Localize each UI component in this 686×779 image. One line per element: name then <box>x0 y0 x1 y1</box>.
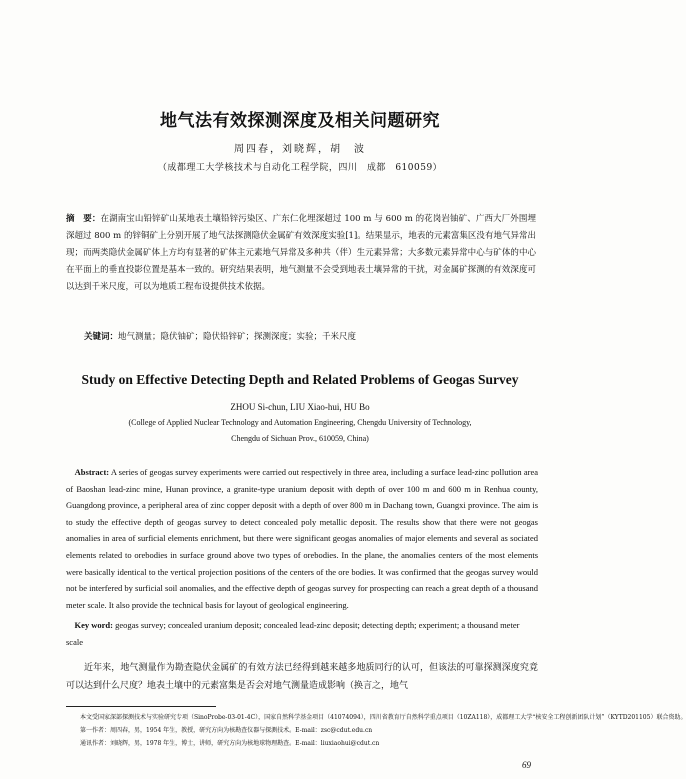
chinese-authors: 周四春，刘晓辉，胡 波 <box>234 144 366 155</box>
chinese-title: 地气法有效探测深度及相关问题研究 <box>160 111 440 131</box>
page-number: 69 <box>522 760 531 770</box>
english-keywords <box>66 617 538 650</box>
footnote-divider <box>66 706 216 707</box>
chinese-abstract-text: 在湖南宝山铅锌矿山某地表土壤铅锌污染区、广东仁化埋深超过 100 m 与 600 m 的花岗岩铀矿、广西大厂外围埋深超过 800 m 的锌铜矿上分别开展了地气法探测隐伏金属矿有效深度实验[1]。结果显示，地表的元素富集区没有地气异常出现；而两类隐伏金属矿体上方均有显著的矿体主元素地气异常及多种共（伴）生元素异常；大多数元素异常中心与矿体的中心在平面上的垂直投影位置是基本一致的。研究结果表明，地气测量不会受到地表土壤异常的干扰，对金属矿探测的有效深度可以达到千米尺度，可以为地质工程布设提供技术依据。 <box>66 214 536 292</box>
chinese-keywords-text: 地气测量；隐伏铀矿；隐伏铅锌矿；探测深度；实验；千米尺度 <box>118 332 357 342</box>
english-affiliation-line1: (College of Applied Nuclear Technology and Automation Engineering, Chengdu University of Technology, <box>128 418 472 427</box>
footnote-corresponding-author: 通讯作者：刘晓辉，男，1978 年生，博士，讲师，研究方向为核地球物理勘查。E-mail：liuxiaohui@cdut.cn <box>80 740 380 747</box>
chinese-keywords-label: 关键词： <box>84 332 119 342</box>
english-abstract-label: Abstract: <box>74 467 110 477</box>
english-keywords-text: geogas survey; concealed uranium deposit; concealed lead-zinc deposit; detecting depth; experiment; a thousand meter scale <box>66 620 520 647</box>
english-authors: ZHOU Si-chun, LIU Xiao-hui, HU Bo <box>230 402 370 412</box>
english-title: Study on Effective Detecting Depth and Related Problems of Geogas Survey <box>81 372 519 387</box>
english-abstract-text: A series of geogas survey experiments were carried out respectively in three area, including a surface lead-zinc pollution area of Baoshan lead-zinc mine, Hunan province, a granite-type uranium deposit with depth of over 100 m and 600 m in Renhua county, Guangdong province, a peripheral area of zinc copper deposit with a depth of over 800 m in Dachang town, Guangxi province. The aim is to study the effective depth of geogas survey to detect concealed poly metallic deposit. The results show that there were not geogas anomalies in area of surficial elements enrichment, but there were significant geogas anomalies of major elements and several as sociated elements related to orebodies in surface ground above two types of orebodies. In the plane, the anomalies centers of the most elements were basically identical to the vertical projection positions of the centers of the ore bodies. It was confirmed that the geogas survey would not be interfered by surficial soil anomalies, and the effective depth of geogas survey for prospecting can reach a great depth of a thousand meter scale. It also provide the technical basis for layout of geological engineering. <box>66 467 538 610</box>
introduction-paragraph: 近年来，地气测量作为勘查隐伏金属矿的有效方法已经得到越来越多地质同行的认可，但该法的可靠探测深度究竟可以达到什么尺度？地表土壤中的元素富集是否会对地气测量造成影响（换言之，地气 <box>66 663 538 691</box>
footnote-funding: 本文受国家深部探测技术与实验研究专项（SinoProbe-03-01-4C），国家自然科学基金项目（41074094），四川省教育厅自然科学重点项目（10ZA118），成都理工大学“核安全工程创新团队计划”（KYTD201105）联合资助。 <box>80 714 686 721</box>
english-abstract <box>66 464 538 613</box>
footnote-first-author: 第一作者：周四春，男，1954 年生，教授，研究方向为核勘查仪器与探测技术。E-mail：zsc@cdut.edu.cn <box>80 727 373 734</box>
footnotes <box>80 711 686 750</box>
english-affiliation-line2: Chengdu of Sichuan Prov., 610059, China) <box>231 434 369 443</box>
chinese-abstract-label: 摘 要： <box>66 214 101 224</box>
chinese-keywords <box>84 330 536 342</box>
chinese-abstract <box>66 211 536 296</box>
english-keywords-label: Key word: <box>74 620 113 630</box>
chinese-affiliation: （成都理工大学核技术与自动化工程学院，四川 成都 610059） <box>157 163 443 173</box>
